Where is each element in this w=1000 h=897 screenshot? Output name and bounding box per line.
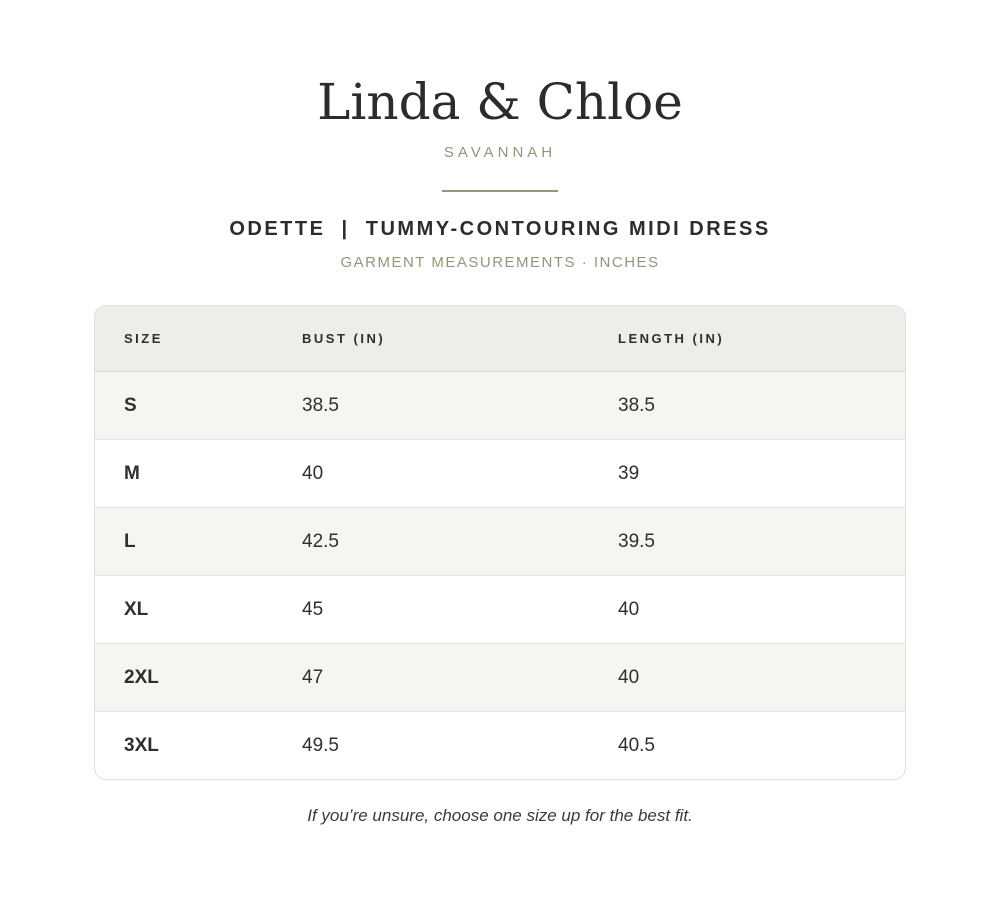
length-cell: 40 — [618, 667, 640, 688]
length-cell: 39 — [618, 463, 640, 484]
bust-cell: 42.5 — [302, 531, 339, 552]
column-header-length: LENGTH (IN) — [618, 331, 725, 346]
size-cell: XL — [124, 599, 149, 620]
table-row — [95, 507, 905, 575]
size-cell: 2XL — [124, 667, 159, 688]
table-row — [95, 711, 905, 779]
length-cell: 38.5 — [618, 395, 655, 416]
bust-cell: 47 — [302, 667, 324, 688]
table-header-row — [95, 306, 905, 372]
table-row — [95, 575, 905, 643]
bust-cell: 38.5 — [302, 395, 339, 416]
column-header-bust: BUST (IN) — [302, 331, 386, 346]
size-table — [94, 305, 906, 780]
length-cell: 40.5 — [618, 735, 655, 756]
bust-cell: 49.5 — [302, 735, 339, 756]
column-header-size: SIZE — [124, 331, 163, 346]
size-cell: M — [124, 463, 140, 484]
product-title: ODETTE | TUMMY-CONTOURING MIDI DRESS — [229, 218, 771, 240]
location-label: SAVANNAH — [443, 144, 557, 161]
size-cell: L — [124, 531, 136, 552]
table-row — [95, 439, 905, 507]
measurements-subtitle: GARMENT MEASUREMENTS · INCHES — [340, 254, 660, 271]
bust-cell: 40 — [302, 463, 324, 484]
size-cell: 3XL — [124, 735, 159, 756]
fit-note: If you’re unsure, choose one size up for the best fit. — [307, 806, 693, 825]
table-row — [95, 643, 905, 711]
bust-cell: 45 — [302, 599, 324, 620]
brand-title: Linda & Chloe — [317, 73, 683, 131]
length-cell: 39.5 — [618, 531, 655, 552]
size-cell: S — [124, 395, 137, 416]
length-cell: 40 — [618, 599, 640, 620]
table-row — [95, 372, 905, 439]
divider-rule — [442, 190, 558, 192]
